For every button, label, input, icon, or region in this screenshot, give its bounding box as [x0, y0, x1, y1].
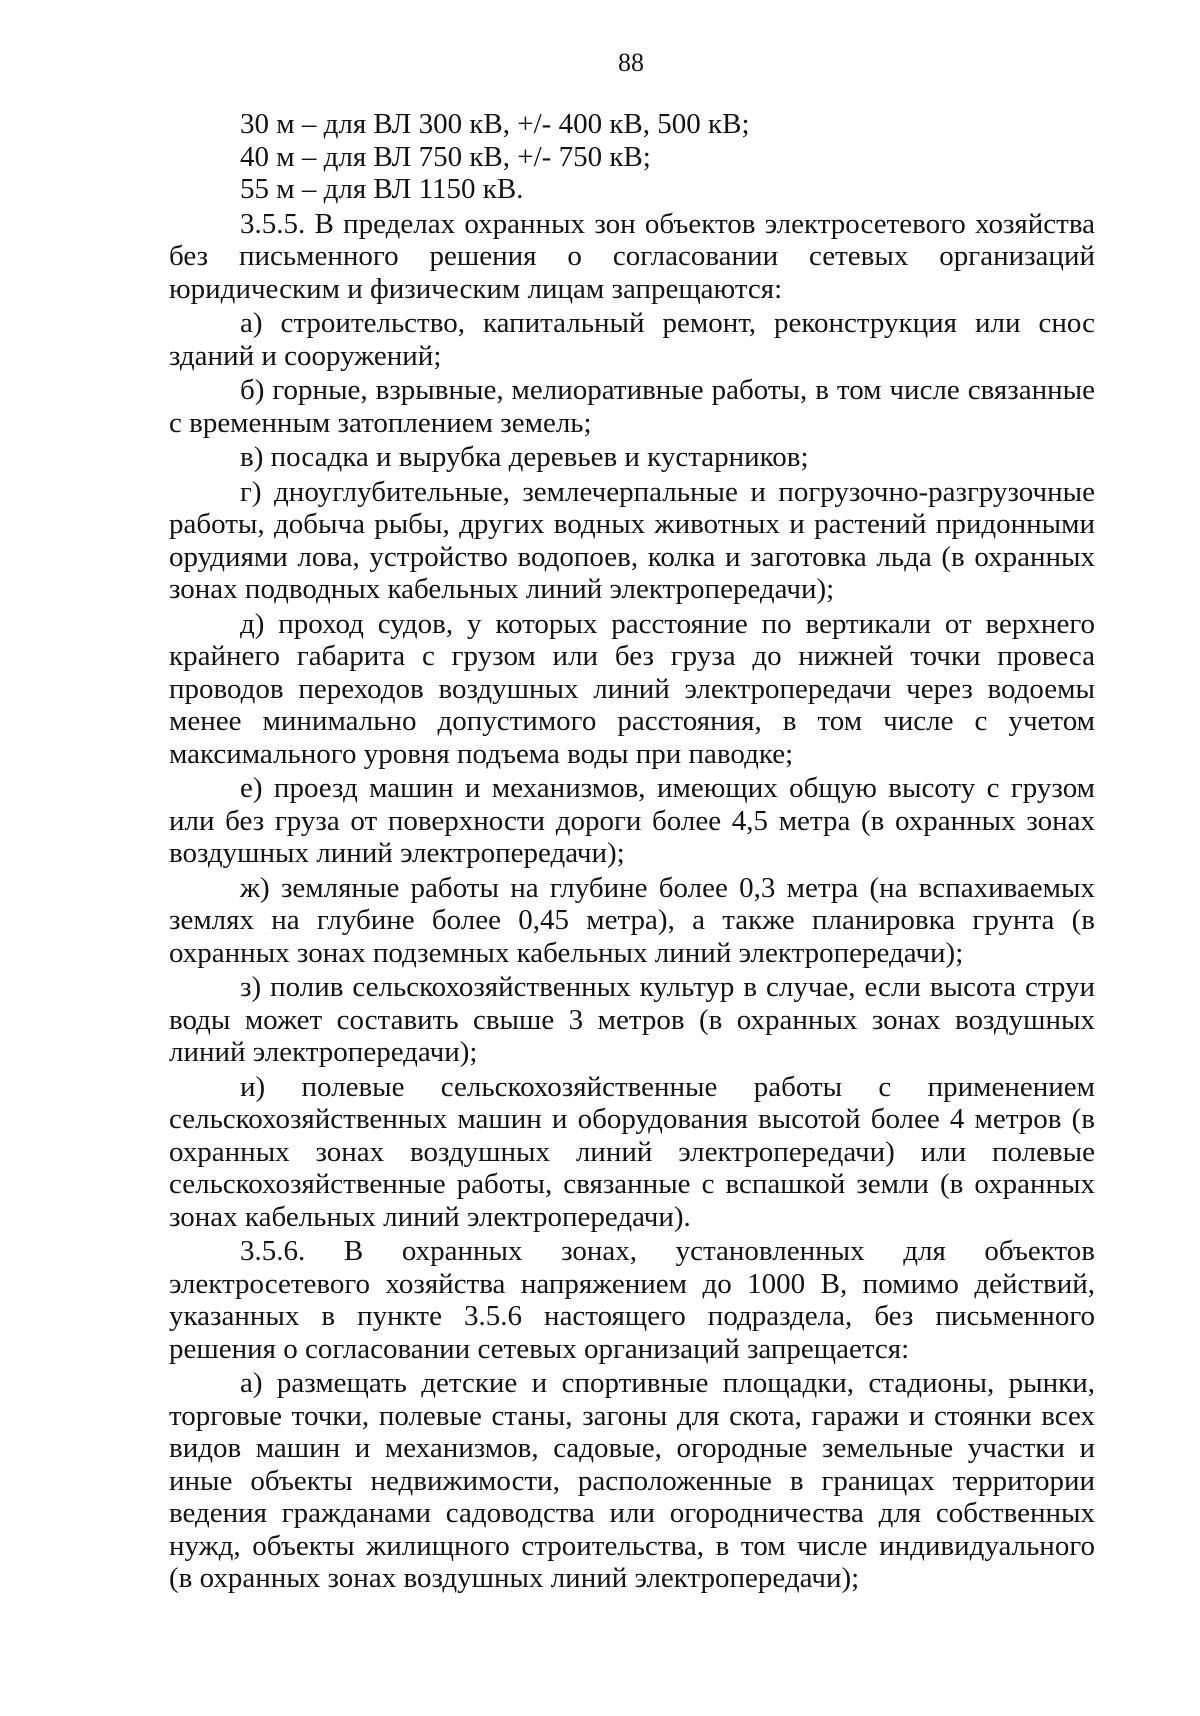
paragraph-item-a-2: а) размещать детские и спортивные площадки, стадионы, рынки, торговые точки, полевые станы, загоны для скота, гаражи и стоянки всех видов машин и механизмов, садовые, огородные земельные участки и иные объекты недвижимости, расположенные в границах территории ведения гражданами садоводства или огородничества для собственных нужд, объекты жилищного строительства, в том числе индивидуального (в охранных зонах воздушных линий электропередачи);: [169, 1367, 1095, 1594]
paragraph-3-5-5: 3.5.5. В пределах охранных зон объектов электросетевого хозяйства без письменного решения о согласовании сетевых организаций юридическим и физическим лицам запрещаются:: [169, 207, 1095, 305]
text-line: 40 м – для ВЛ 750 кВ, +/- 750 кВ;: [240, 140, 651, 173]
paragraph-3-5-6: 3.5.6. В охранных зонах, установленных для объектов электросетевого хозяйства напряжением до 1000 В, помимо действий, указанных в пункте 3.5.6 настоящего подраздела, без письменного решения о согласовании сетевых организаций запрещается:: [169, 1235, 1095, 1365]
document-body: [169, 108, 1095, 1595]
paragraph-item-zh: ж) земляные работы на глубине более 0,3 метра (на вспахиваемых землях на глубине более 0,45 метра), а также планировка грунта (в охранных зонах подземных кабельных линий электропередачи);: [169, 871, 1095, 969]
paragraph-item-i: и) полевые сельскохозяйственные работы с применением сельскохозяйственных машин и оборудования высотой более 4 метров (в охранных зонах воздушных линий электропередачи) или полевые сельскохозяйственные работы, связанные с вспашкой земли (в охранных зонах кабельных линий электропередачи).: [169, 1070, 1095, 1233]
paragraph-item-z: з) полив сельскохозяйственных культур в случае, если высота струи воды может составить свыше 3 метров (в охранных зонах воздушных линий электропередачи);: [169, 971, 1095, 1068]
text-line: 30 м – для ВЛ 300 кВ, +/- 400 кВ, 500 кВ;: [240, 108, 750, 140]
page-number: 88: [618, 48, 644, 77]
paragraph-item-b: б) горные, взрывные, мелиоративные работы, в том числе связанные с временным затоплением земель;: [169, 374, 1095, 439]
paragraph-item-d: д) проход судов, у которых расстояние по вертикали от верхнего крайнего габарита с грузом или без груза до нижней точки провеса проводов переходов воздушных линий электропередачи через водоемы менее минимально допустимого расстояния, в том числе с учетом максимального уровня подъема воды при паводке;: [169, 607, 1095, 770]
paragraph-item-a: а) строительство, капитальный ремонт, реконструкция или снос зданий и сооружений;: [169, 307, 1095, 372]
paragraph-item-v: в) посадка и вырубка деревьев и кустарников;: [240, 441, 809, 473]
text-line: 55 м – для ВЛ 1150 кВ.: [240, 173, 524, 205]
paragraph-item-e: е) проезд машин и механизмов, имеющих общую высоту с грузом или без груза от поверхности дороги более 4,5 метра (в охранных зонах воздушных линий электропередачи);: [169, 772, 1095, 869]
paragraph-item-g: г) дноуглубительные, землечерпальные и погрузочно-разгрузочные работы, добыча рыбы, других водных животных и растений придонными орудиями лова, устройство водопоев, колка и заготовка льда (в охранных зонах подводных кабельных линий электропередачи);: [169, 475, 1095, 605]
